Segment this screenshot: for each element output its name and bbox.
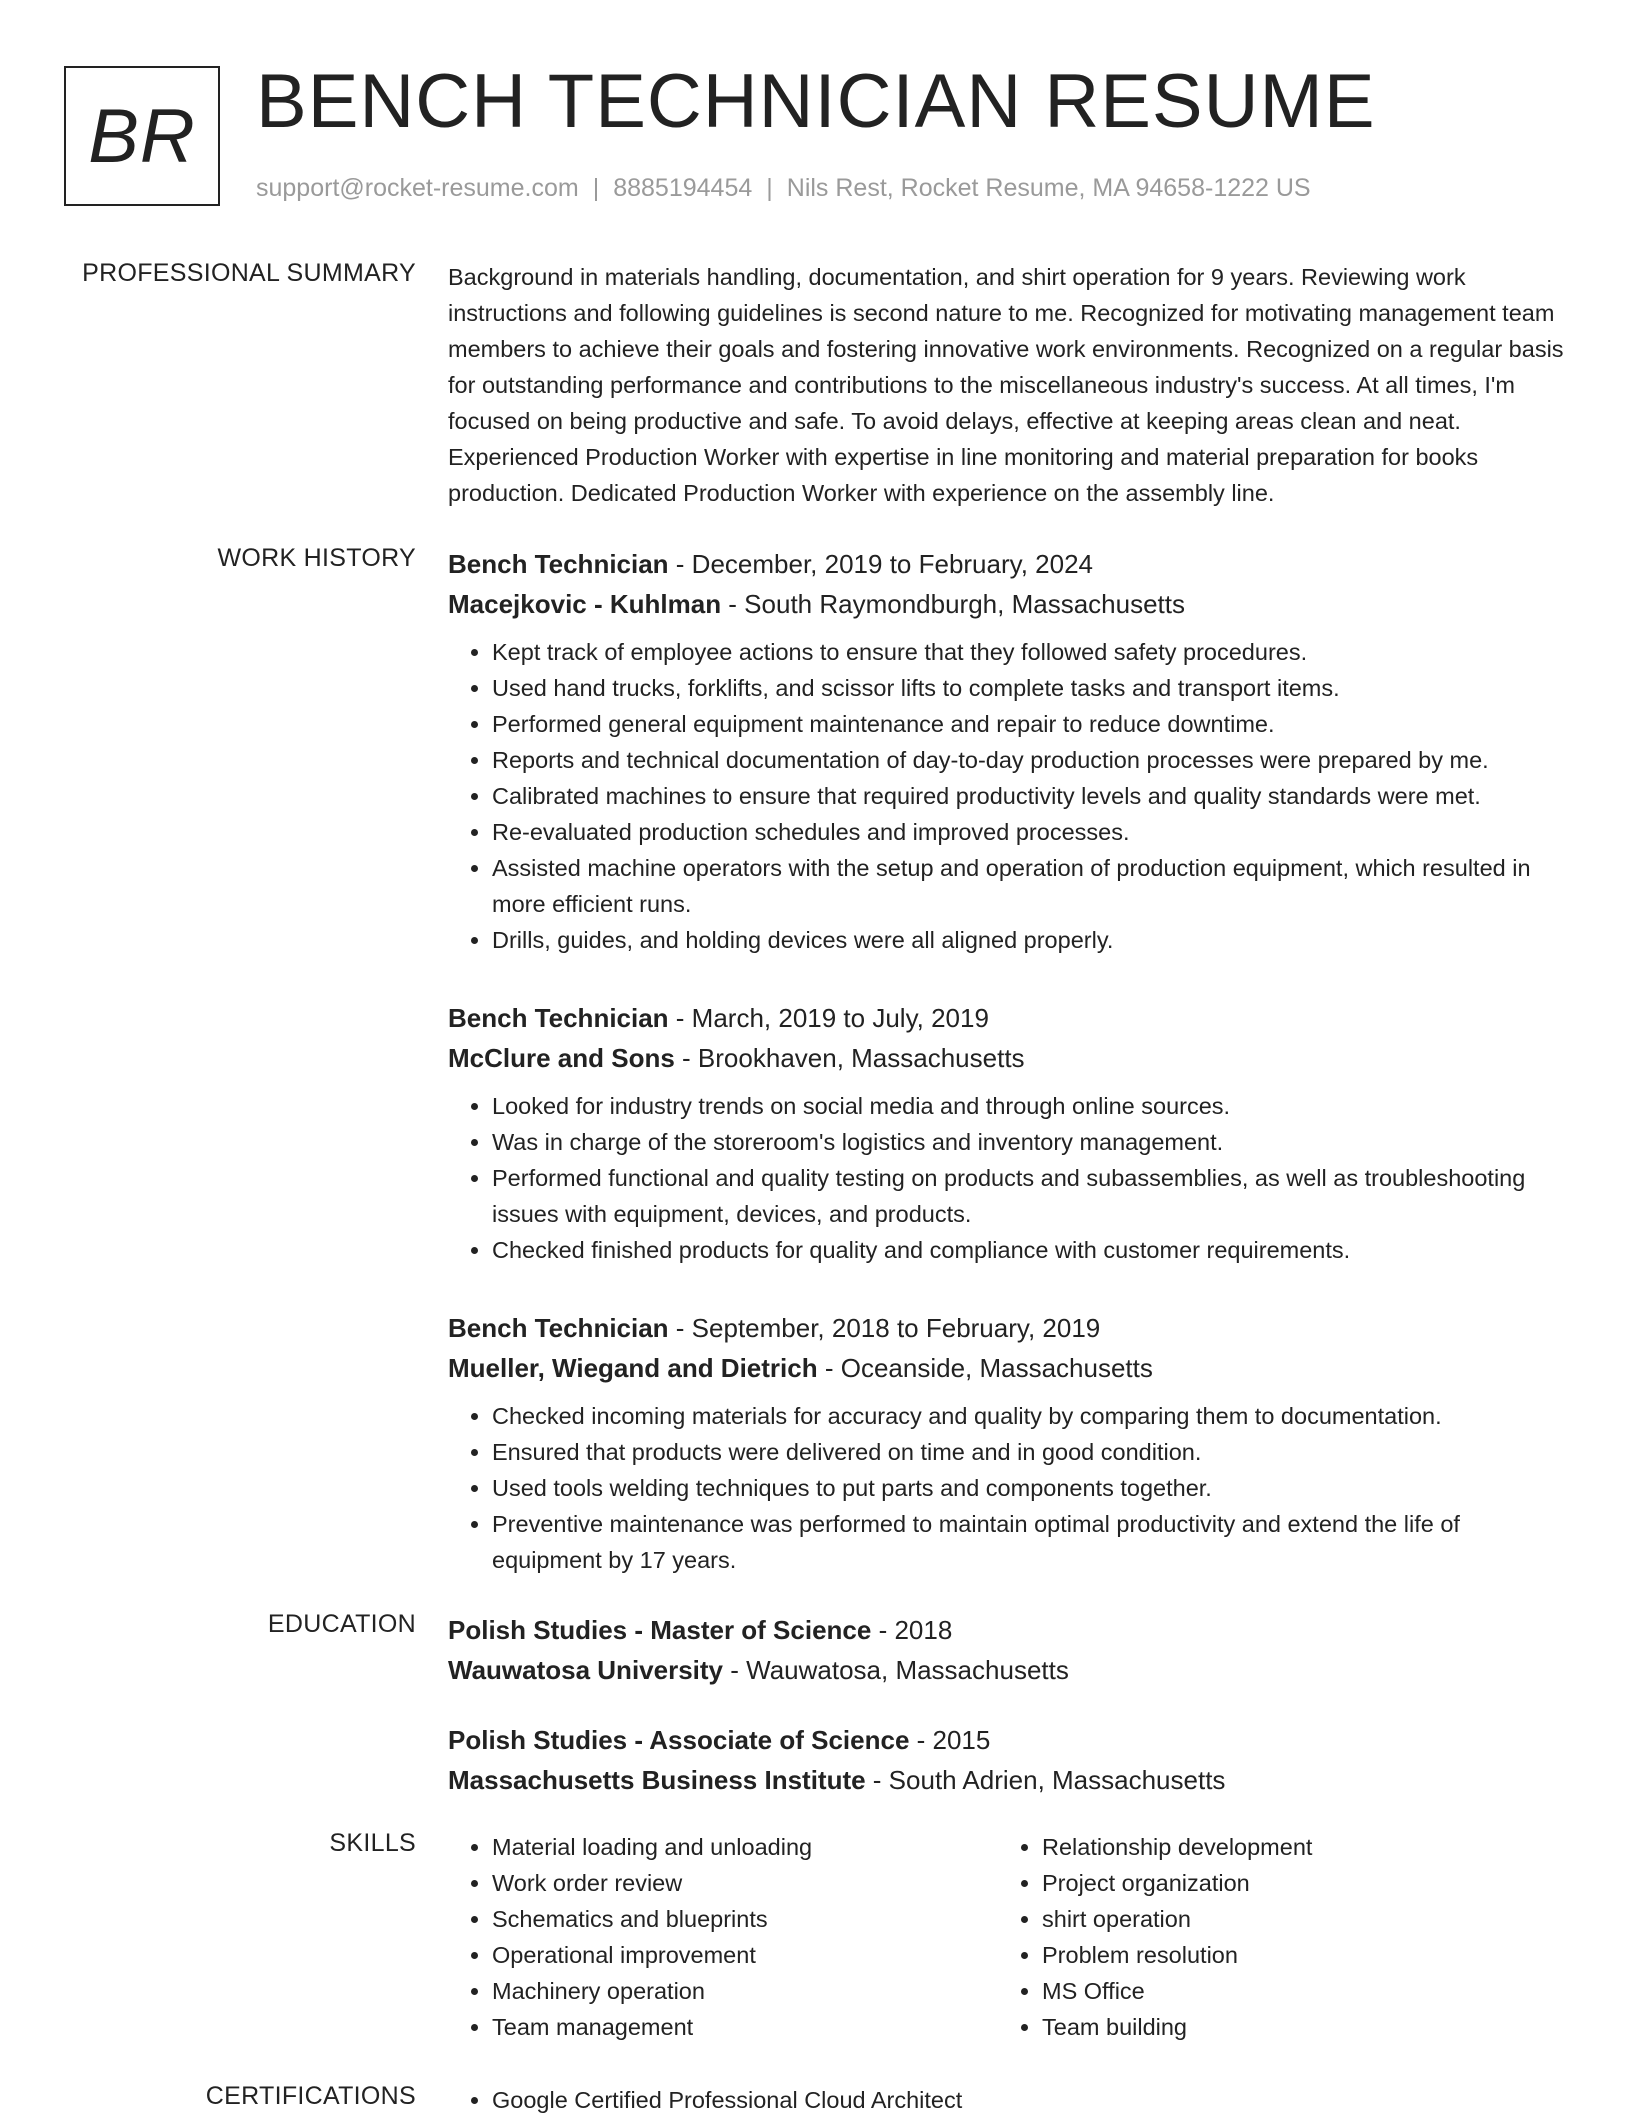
job-location: - Oceanside, Massachusetts (817, 1353, 1153, 1383)
job-title-line (448, 998, 1573, 1038)
job-bullet: • Re-evaluated production schedules and improved processes. (492, 814, 1573, 850)
skill-item: • Project organization (1042, 1865, 1548, 1901)
job-bullet: • Performed functional and quality testing on products and subassemblies, as well as troubleshooting issues with equipment, devices, and products. (492, 1160, 1573, 1232)
job-bullets (448, 1398, 1573, 1578)
education-school-line (448, 1760, 1573, 1800)
education-entry (448, 1720, 1573, 1800)
job-bullet: • Used hand trucks, forklifts, and scissor lifts to complete tasks and transport items. (492, 670, 1573, 706)
skill-item: • Operational improvement (492, 1937, 998, 1973)
section-label-certifications: CERTIFICATIONS (205, 2082, 416, 2110)
job-entry (448, 1308, 1573, 1578)
contact-separator: | (592, 174, 600, 202)
education-list (448, 1610, 1573, 1830)
job-title: Bench Technician (448, 549, 669, 579)
job-bullet: • Used tools welding techniques to put parts and components together. (492, 1470, 1573, 1506)
section-label-summary: PROFESSIONAL SUMMARY (82, 259, 416, 287)
education-year: - 2015 (909, 1725, 991, 1755)
job-bullet: • Performed general equipment maintenance and repair to reduce downtime. (492, 706, 1573, 742)
skill-item: • Machinery operation (492, 1973, 998, 2009)
section-label-education: EDUCATION (267, 1610, 416, 1638)
work-history-list (448, 544, 1573, 1618)
education-location: - South Adrien, Massachusetts (865, 1765, 1226, 1795)
job-company: McClure and Sons (448, 1043, 675, 1073)
skill-item: • Work order review (492, 1865, 998, 1901)
education-degree: Polish Studies - Associate of Science (448, 1725, 910, 1755)
skill-item: • Schematics and blueprints (492, 1901, 998, 1937)
education-school: Massachusetts Business Institute (448, 1765, 866, 1795)
resume-title: BENCH TECHNICIAN RESUME (256, 59, 1376, 144)
education-entry (448, 1610, 1573, 1690)
skill-item: • Relationship development (1042, 1829, 1548, 1865)
skills-list-left (448, 1829, 998, 2045)
job-bullet: • Kept track of employee actions to ensure that they followed safety procedures. (492, 634, 1573, 670)
job-title-line (448, 1308, 1573, 1348)
contact-email[interactable]: support@rocket-resume.com (256, 174, 579, 202)
job-bullet: • Looked for industry trends on social media and through online sources. (492, 1088, 1573, 1124)
skill-item: • Material loading and unloading (492, 1829, 998, 1865)
job-company: Mueller, Wiegand and Dietrich (448, 1353, 818, 1383)
job-dates: - September, 2018 to February, 2019 (668, 1313, 1101, 1343)
summary-text: Background in materials handling, documentation, and shirt operation for 9 years. Reviewing work instructions and following guidelines is second nature to me. Recognized for motivating management team members to achieve their goals and fostering innovative work environments. Recognized on a regular basis for outstanding performance and contributions to the miscellaneous industry's success. At all times, I'm focused on being productive and safe. To avoid delays, effective at keeping areas clean and neat. Experienced Production Worker with expertise in line monitoring and material preparation for books production. Dedicated Production Worker with experience on the assembly line. (448, 264, 1564, 506)
job-company-line (448, 1038, 1573, 1078)
skills-columns (448, 1829, 1573, 2045)
job-bullet: • Ensured that products were delivered on time and in good condition. (492, 1434, 1573, 1470)
job-bullet: • Calibrated machines to ensure that required productivity levels and quality standards were met. (492, 778, 1573, 814)
certifications-list-wrap (448, 2082, 1573, 2118)
job-dates: - December, 2019 to February, 2024 (668, 549, 1093, 579)
job-title: Bench Technician (448, 1003, 669, 1033)
education-degree-line (448, 1610, 1573, 1650)
education-school: Wauwatosa University (448, 1655, 724, 1685)
job-title-line (448, 544, 1573, 584)
job-bullet: • Assisted machine operators with the setup and operation of production equipment, which resulted in more efficient runs. (492, 850, 1573, 922)
monogram-logo: BR (64, 66, 220, 206)
job-company-line (448, 584, 1573, 624)
job-entry (448, 998, 1573, 1268)
job-company-line (448, 1348, 1573, 1388)
section-label-work-history: WORK HISTORY (217, 544, 416, 572)
education-degree-line (448, 1720, 1573, 1760)
skill-item: • Team management (492, 2009, 998, 2045)
skill-item: • Team building (1042, 2009, 1548, 2045)
education-degree: Polish Studies - Master of Science (448, 1615, 872, 1645)
job-dates: - March, 2019 to July, 2019 (668, 1003, 989, 1033)
job-location: - Brookhaven, Massachusetts (674, 1043, 1025, 1073)
job-bullet: • Reports and technical documentation of day-to-day production processes were prepared by me. (492, 742, 1573, 778)
job-bullet: • Drills, guides, and holding devices were all aligned properly. (492, 922, 1573, 958)
skill-item: • shirt operation (1042, 1901, 1548, 1937)
skills-list-right (998, 1829, 1548, 2045)
job-bullets (448, 1088, 1573, 1268)
job-bullet: • Checked finished products for quality and compliance with customer requirements. (492, 1232, 1573, 1268)
skill-item: • MS Office (1042, 1973, 1548, 2009)
job-entry (448, 544, 1573, 958)
certifications-list (448, 2082, 1573, 2118)
certification-item: • Google Certified Professional Cloud Architect (492, 2082, 1573, 2118)
job-location: - South Raymondburgh, Massachusetts (721, 589, 1185, 619)
contact-phone[interactable]: 8885194454 (613, 174, 753, 202)
job-bullet: • Preventive maintenance was performed to maintain optimal productivity and extend the life of equipment by 17 years. (492, 1506, 1573, 1578)
job-bullet: • Checked incoming materials for accuracy and quality by comparing them to documentation. (492, 1398, 1573, 1434)
contact-line (256, 174, 1311, 203)
job-title: Bench Technician (448, 1313, 669, 1343)
section-label-skills: SKILLS (329, 1829, 416, 1857)
education-location: - Wauwatosa, Massachusetts (723, 1655, 1069, 1685)
contact-separator: | (766, 174, 773, 202)
education-school-line (448, 1650, 1573, 1690)
job-bullets (448, 634, 1573, 958)
skill-item: • Problem resolution (1042, 1937, 1548, 1973)
education-year: - 2018 (871, 1615, 953, 1645)
job-company: Macejkovic - Kuhlman (448, 589, 722, 619)
job-bullet: • Was in charge of the storeroom's logistics and inventory management. (492, 1124, 1573, 1160)
contact-address: Nils Rest, Rocket Resume, MA 94658-1222 US (786, 174, 1311, 202)
